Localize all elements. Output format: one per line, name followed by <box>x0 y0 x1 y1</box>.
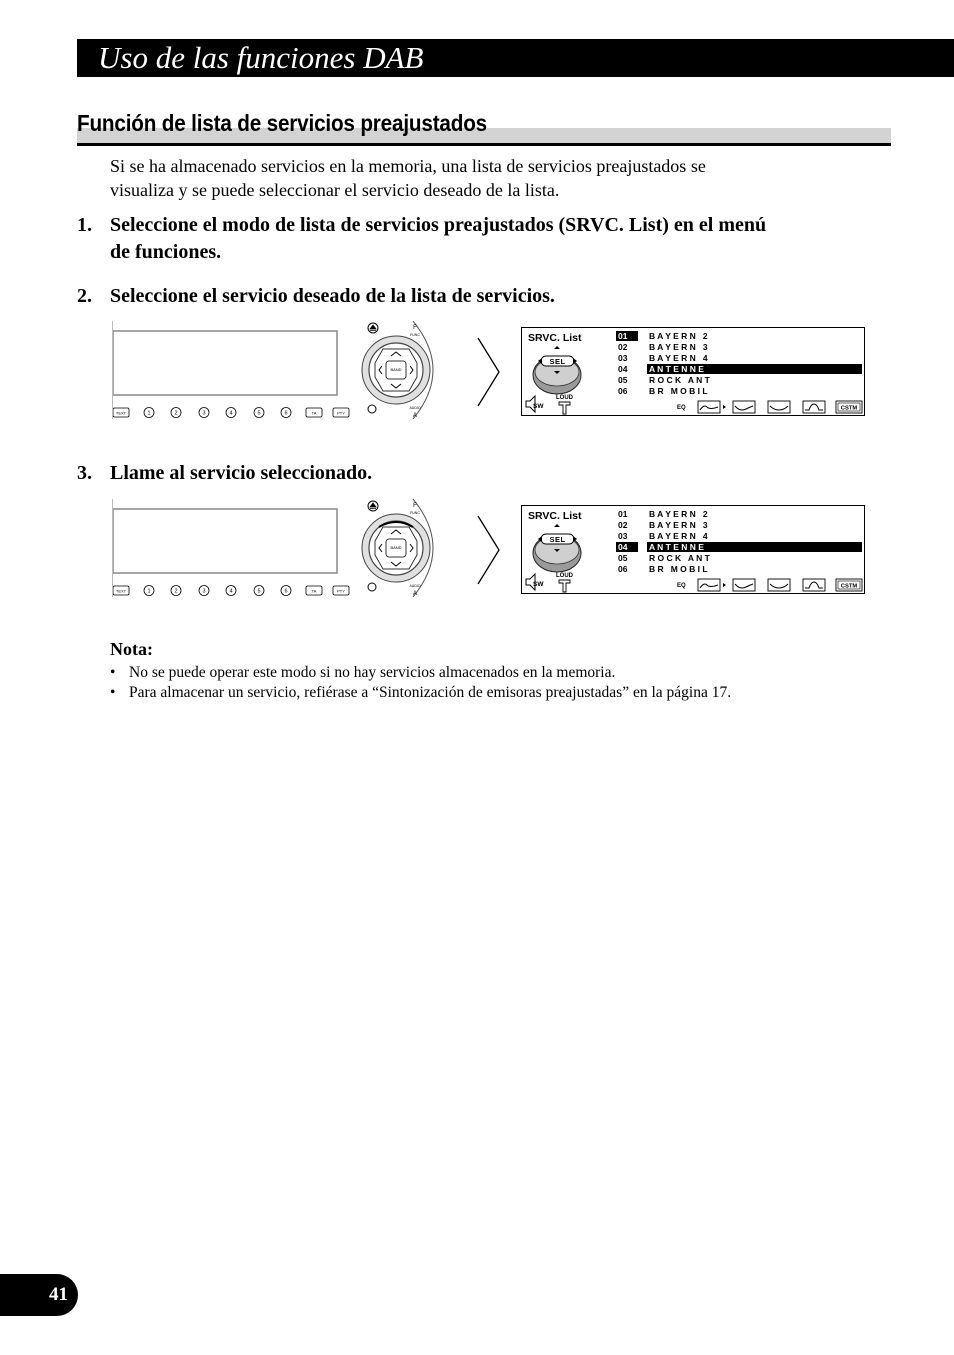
step-text-line-1: Seleccione el modo de lista de servicios preajustados (SRVC. List) en el menú <box>110 214 767 236</box>
display-screen <box>521 327 865 416</box>
detach-button <box>368 405 376 413</box>
note-title: Nota: <box>110 639 153 659</box>
eq-selector-arrow <box>723 405 726 409</box>
loud-icon <box>559 402 570 414</box>
sw-label: SW <box>533 581 544 588</box>
arrow-right-icon <box>477 515 501 585</box>
eq-label: EQ <box>677 583 686 589</box>
note-item <box>110 663 615 683</box>
sel-label: SEL <box>549 535 566 544</box>
cstm-label: CSTM <box>840 405 858 412</box>
preset-button-label: 2 <box>174 588 178 595</box>
service-number: 03 <box>618 531 628 541</box>
audio-sublabel: AUDIO <box>409 584 421 588</box>
service-name: A N T E N N E <box>649 364 704 374</box>
cstm-label: CSTM <box>840 583 858 590</box>
arrow-right-icon <box>477 337 501 407</box>
display-screen <box>521 505 865 594</box>
display-drawing <box>522 506 864 593</box>
service-number: 04 <box>618 542 628 552</box>
step-text: Llame al servicio seleccionado. <box>110 462 373 484</box>
section-heading <box>77 110 891 146</box>
intro-paragraph <box>110 154 870 202</box>
sw-label: SW <box>533 403 544 410</box>
preset-button-label: TA <box>311 410 317 416</box>
band-button-label: BAND <box>390 367 402 372</box>
preset-button-label: 1 <box>147 410 151 417</box>
step-number: 2. <box>77 285 92 307</box>
bullet-icon: • <box>110 664 116 681</box>
service-name: B R M O B I L <box>649 386 708 396</box>
screen-title: SRVC. List <box>528 510 582 522</box>
intro-line-2: visualiza y se puede seleccionar el servicio deseado de la lista. <box>110 180 560 200</box>
eq-selector-arrow <box>723 583 726 587</box>
preset-button-label: 5 <box>257 410 261 417</box>
preset-button-label: PTY <box>337 588 345 594</box>
preset-button-label: 2 <box>174 410 178 417</box>
preset-button-label: TEXT <box>115 588 127 594</box>
intro-line-1: Si se ha almacenado servicios en la memoria, una lista de servicios preajustados se <box>110 156 706 176</box>
triangle-up-icon <box>554 524 560 527</box>
bullet-icon: • <box>110 684 116 701</box>
display-drawing <box>522 328 864 415</box>
loud-label: LOUD <box>556 395 573 401</box>
band-button-label: BAND <box>390 545 402 550</box>
eject-icon <box>370 503 376 509</box>
preset-button-label: 4 <box>229 588 233 595</box>
preset-button-label: TA <box>311 588 317 594</box>
service-number: 05 <box>618 553 628 563</box>
service-number: 06 <box>618 564 628 574</box>
service-number: 03 <box>618 353 628 363</box>
preset-button-label: 3 <box>202 410 206 417</box>
func-label: F <box>413 503 417 509</box>
note-item-text: No se puede operar este modo si no hay servicios almacenados en la memoria. <box>129 664 616 681</box>
service-name: R O C K A N T <box>649 375 710 385</box>
chapter-banner <box>77 39 954 77</box>
eq-custom-icon-frame <box>803 579 825 591</box>
step-text-line-2: de funciones. <box>110 241 222 263</box>
loud-icon <box>559 580 570 592</box>
preset-button-label: 1 <box>147 588 151 595</box>
step-text: Seleccione el servicio deseado de la lista de servicios. <box>110 285 555 307</box>
screen-title: SRVC. List <box>528 332 582 344</box>
service-name: B A Y E R N 3 <box>649 520 708 530</box>
service-name: R O C K A N T <box>649 553 710 563</box>
eject-icon <box>370 325 376 331</box>
service-number: 01 <box>618 509 628 519</box>
sel-label: SEL <box>549 357 566 366</box>
service-number: 04 <box>618 364 628 374</box>
preset-button-label: PTY <box>337 410 345 416</box>
head-unit-illustration <box>112 321 464 419</box>
step-1 <box>77 212 877 266</box>
note-item-text: Para almacenar un servicio, refiérase a “Sintonización de emisoras preajustadas” en la página 17. <box>129 684 732 701</box>
service-name: A N T E N N E <box>649 542 704 552</box>
preset-button-label: 3 <box>202 588 206 595</box>
preset-button-label: TEXT <box>115 410 127 416</box>
preset-button-label: 6 <box>284 410 288 417</box>
audio-sublabel: AUDIO <box>409 406 421 410</box>
detach-button <box>368 583 376 591</box>
step-3 <box>77 460 877 487</box>
service-number: 02 <box>618 342 628 352</box>
eq-custom-icon-frame <box>803 401 825 413</box>
lcd-window <box>113 331 337 395</box>
lcd-window <box>113 509 337 573</box>
func-sublabel: FUNC <box>410 333 420 337</box>
step-2 <box>77 283 877 310</box>
audio-label: A <box>412 413 418 419</box>
eq-label: EQ <box>677 405 686 411</box>
func-sublabel: FUNC <box>410 511 420 515</box>
head-unit-drawing <box>113 499 464 597</box>
head-unit-drawing <box>113 321 464 419</box>
step-number: 3. <box>77 462 92 484</box>
service-name: B A Y E R N 2 <box>649 509 708 519</box>
func-label: F <box>413 325 417 331</box>
preset-button-label: 6 <box>284 588 288 595</box>
head-unit-illustration <box>112 499 464 597</box>
section-heading-rule <box>77 143 891 146</box>
page-number: 41 <box>49 1284 68 1305</box>
service-number: 02 <box>618 520 628 530</box>
service-name: B A Y E R N 2 <box>649 331 708 341</box>
service-number: 05 <box>618 375 628 385</box>
service-name: B A Y E R N 4 <box>649 531 708 541</box>
step-number: 1. <box>77 214 92 236</box>
service-name: B R M O B I L <box>649 564 708 574</box>
preset-button-label: 4 <box>229 410 233 417</box>
audio-label: A <box>412 591 418 597</box>
service-name: B A Y E R N 3 <box>649 342 708 352</box>
service-name: B A Y E R N 4 <box>649 353 708 363</box>
preset-button-label: 5 <box>257 588 261 595</box>
section-title: Función de lista de servicios preajustados <box>77 110 488 136</box>
triangle-up-icon <box>554 346 560 349</box>
note-item <box>110 683 731 703</box>
service-number: 06 <box>618 386 628 396</box>
chapter-title: Uso de las funciones DAB <box>98 40 424 75</box>
page-number-tab <box>0 1274 78 1316</box>
loud-label: LOUD <box>556 573 573 579</box>
service-number: 01 <box>618 331 628 341</box>
